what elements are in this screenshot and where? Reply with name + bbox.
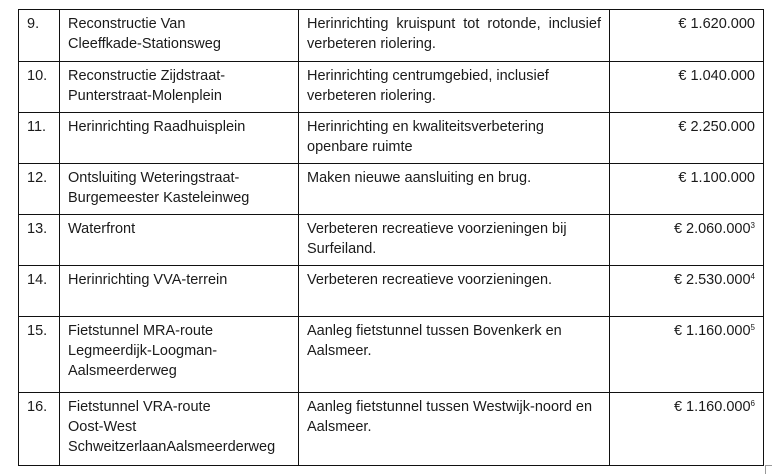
project-description: Herinrichting kruispunt tot rotonde, inclusief verbeteren riolering. <box>299 10 610 62</box>
amount-value: € 2.060.000 <box>673 221 751 237</box>
footnote-marker[interactable]: 5 <box>750 323 755 332</box>
row-number: 9. <box>19 10 60 62</box>
project-name-line: Oost-West <box>68 419 137 435</box>
amount-value: € 1.160.000 <box>673 399 751 415</box>
row-number: 12. <box>19 164 60 215</box>
project-amount <box>610 215 764 266</box>
project-description: Verbeteren recreatieve voorzieningen. <box>299 266 610 317</box>
project-name-line: Legmeerdijk-Loogman- <box>68 343 218 359</box>
project-name-line: Fietstunnel MRA-route <box>68 323 214 339</box>
project-description: Aanleg fietstunnel tussen Westwijk-noord en Aalsmeer. <box>299 393 610 466</box>
footnote-marker[interactable]: 3 <box>750 221 755 230</box>
table-row <box>19 215 764 266</box>
project-description: Herinrichting en kwaliteitsverbetering openbare ruimte <box>299 113 610 164</box>
project-name <box>60 113 299 164</box>
project-description: Herinrichting centrumgebied, inclusief verbeteren riolering. <box>299 62 610 113</box>
amount-value: € 2.250.000 <box>678 119 755 135</box>
table-row <box>19 113 764 164</box>
table-row <box>19 10 764 62</box>
project-amount <box>610 164 764 215</box>
footnote-marker[interactable]: 4 <box>750 272 755 281</box>
row-number: 14. <box>19 266 60 317</box>
project-description: Maken nieuwe aansluiting en brug. <box>299 164 610 215</box>
project-amount <box>610 10 764 62</box>
table-row <box>19 164 764 215</box>
project-name <box>60 10 299 62</box>
project-name-line: Herinrichting Raadhuisplein <box>68 119 246 135</box>
project-amount <box>610 393 764 466</box>
project-name-line: SchweitzerlaanAalsmeerderweg <box>68 439 276 455</box>
table-row <box>19 62 764 113</box>
project-description: Aanleg fietstunnel tussen Bovenkerk en Aalsmeer. <box>299 317 610 393</box>
row-number: 15. <box>19 317 60 393</box>
project-name-line: Cleeffkade-Stationsweg <box>68 36 221 52</box>
project-name <box>60 62 299 113</box>
project-name-line: Waterfront <box>68 221 136 237</box>
project-amount <box>610 62 764 113</box>
row-number: 10. <box>19 62 60 113</box>
project-name-line: Aalsmeerderweg <box>68 363 177 379</box>
amount-value: € 1.160.000 <box>673 323 751 339</box>
project-name <box>60 215 299 266</box>
footnote-marker[interactable]: 6 <box>750 399 755 408</box>
project-name-line: Burgemeester Kasteleinweg <box>68 190 250 206</box>
project-name-line: Punterstraat-Molenplein <box>68 88 222 104</box>
amount-value: € 2.530.000 <box>673 272 751 288</box>
amount-value: € 1.040.000 <box>678 68 755 84</box>
project-name-line: Reconstructie Zijdstraat- <box>68 68 226 84</box>
projects-table <box>18 9 764 466</box>
project-name <box>60 317 299 393</box>
projects-table-body <box>19 10 764 466</box>
project-name-line: Reconstructie Van <box>68 16 186 32</box>
amount-value: € 1.620.000 <box>678 16 755 32</box>
row-number: 13. <box>19 215 60 266</box>
project-name <box>60 266 299 317</box>
project-name-line: Fietstunnel VRA-route <box>68 399 211 415</box>
project-name <box>60 393 299 466</box>
table-row <box>19 266 764 317</box>
project-description: Verbeteren recreatieve voorzieningen bij Surfeiland. <box>299 215 610 266</box>
project-amount <box>610 317 764 393</box>
row-number: 11. <box>19 113 60 164</box>
page-corner-mark <box>765 465 772 474</box>
project-amount <box>610 113 764 164</box>
project-name-line: Herinrichting VVA-terrein <box>68 272 228 288</box>
amount-value: € 1.100.000 <box>678 170 755 186</box>
table-row <box>19 393 764 466</box>
project-name <box>60 164 299 215</box>
project-amount <box>610 266 764 317</box>
project-name-line: Ontsluiting Weteringstraat- <box>68 170 240 186</box>
row-number: 16. <box>19 393 60 466</box>
table-row <box>19 317 764 393</box>
